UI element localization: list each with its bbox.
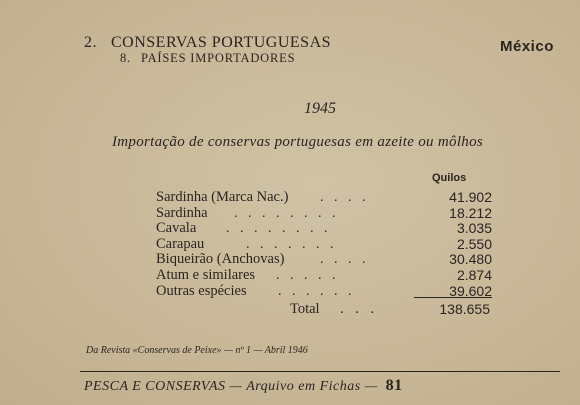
row-label: Carapau <box>156 235 205 252</box>
import-table <box>156 190 496 299</box>
row-label: Cavala <box>156 220 197 237</box>
table-subtitle: Importação de conservas portuguesas em azeite ou môlhos <box>112 134 484 150</box>
total-row <box>290 301 490 318</box>
total-leader-dots: . . . <box>340 301 379 317</box>
section-title: CONSERVAS PORTUGUESAS <box>111 34 332 51</box>
row-value: 2.550 <box>456 235 492 252</box>
row-value: 39.602 <box>449 282 492 299</box>
year-heading: 1945 <box>304 100 336 117</box>
row-label: Outras espécies <box>156 282 247 299</box>
leader-dots: . . . . . <box>276 267 336 283</box>
leader-dots: . . . . . . <box>278 283 352 299</box>
total-label: Total <box>290 301 320 317</box>
subsection-title: PAÍSES IMPORTADORES <box>140 51 296 65</box>
leader-dots: . . . . . . . . <box>234 205 336 221</box>
row-value: 2.874 <box>456 266 492 283</box>
footer-divider <box>80 371 560 372</box>
row-value: 18.212 <box>449 204 492 221</box>
table-row <box>156 237 496 253</box>
table-row <box>156 190 496 206</box>
row-label: Sardinha (Marca Nac.) <box>156 189 289 205</box>
row-value: 3.035 <box>456 220 492 237</box>
country-label: México <box>500 38 554 55</box>
leader-dots: . . . . <box>320 252 366 268</box>
section-number: 2. <box>84 34 97 51</box>
page-number: 81 <box>385 377 403 394</box>
subsection-heading <box>120 51 295 66</box>
source-note: Da Revista «Conservas de Peixe» — nº 1 — Abril 1946 <box>86 345 308 356</box>
sum-divider <box>414 297 492 298</box>
unit-header: Quilos <box>432 172 467 184</box>
table-row <box>156 221 496 237</box>
leader-dots: . . . . . . . . <box>226 221 328 237</box>
table-row <box>156 252 496 268</box>
leader-dots: . . . . . . . <box>246 236 334 252</box>
table-row <box>156 206 496 222</box>
row-value: 41.902 <box>449 189 492 205</box>
row-label: Atum e similares <box>156 266 256 283</box>
total-value: 138.655 <box>439 301 490 317</box>
row-value: 30.480 <box>449 251 492 268</box>
subsection-number: 8. <box>120 51 131 65</box>
leader-dots: . . . . <box>320 190 366 205</box>
section-heading <box>84 34 331 52</box>
row-label: Sardinha <box>156 204 208 221</box>
footer-text: PESCA E CONSERVAS — Arquivo em Fichas — <box>84 379 378 394</box>
row-label: Biqueirão (Anchovas) <box>156 251 285 268</box>
footer <box>84 377 403 395</box>
table-row <box>156 268 496 284</box>
